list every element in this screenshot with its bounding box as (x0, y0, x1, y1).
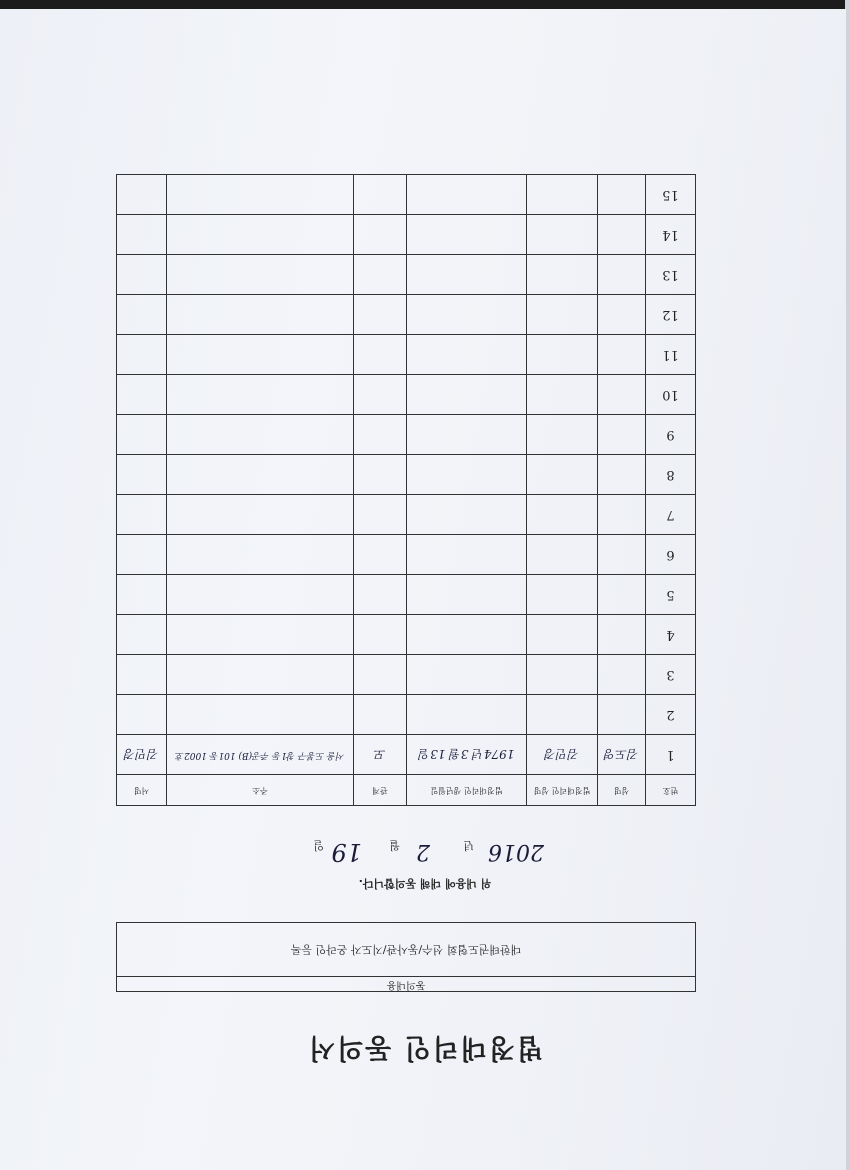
address (167, 175, 354, 215)
row-number: 4 (646, 615, 696, 655)
address (167, 415, 354, 455)
address (167, 335, 354, 375)
signature (117, 335, 167, 375)
row-number: 5 (646, 575, 696, 615)
guardian-birth (407, 415, 527, 455)
consent-header: 동의내용 (117, 976, 695, 991)
student-name (598, 415, 646, 455)
student-name (598, 535, 646, 575)
signature: 김민경 (117, 735, 167, 775)
student-name (598, 375, 646, 415)
guardian-name (527, 295, 598, 335)
date-day: 19 (331, 838, 362, 866)
guardian-name (527, 175, 598, 215)
signature (117, 415, 167, 455)
student-name (598, 495, 646, 535)
student-name (598, 575, 646, 615)
relation (354, 295, 407, 335)
date-day-unit: 일 (313, 839, 324, 852)
row-number: 12 (646, 295, 696, 335)
guardian-birth (407, 535, 527, 575)
table-row (117, 695, 696, 735)
table-row (117, 455, 696, 495)
address (167, 575, 354, 615)
address (167, 215, 354, 255)
guardian-name (527, 375, 598, 415)
guardian-name (527, 615, 598, 655)
table-row (117, 575, 696, 615)
signature (117, 255, 167, 295)
header-guardian-birth: 법정대리인 생년월일 (407, 775, 527, 806)
signature (117, 215, 167, 255)
row-number: 6 (646, 535, 696, 575)
signature (117, 655, 167, 695)
address (167, 535, 354, 575)
consent-content-box (116, 922, 696, 992)
signature (117, 575, 167, 615)
student-name (598, 455, 646, 495)
relation (354, 455, 407, 495)
table-row (117, 615, 696, 655)
guardian-birth (407, 695, 527, 735)
guardian-name (527, 415, 598, 455)
signing-date (250, 830, 550, 870)
student-name (598, 655, 646, 695)
relation: 모 (354, 735, 407, 775)
date-month-unit: 월 (389, 839, 400, 852)
guardian-name (527, 215, 598, 255)
row-number: 7 (646, 495, 696, 535)
agreement-statement: 위 내용에 대해 동의합니다. (358, 877, 492, 890)
address (167, 655, 354, 695)
student-name (598, 215, 646, 255)
date-month: 2 (416, 839, 430, 864)
signature (117, 175, 167, 215)
guardian-name (527, 255, 598, 295)
student-name (598, 295, 646, 335)
address (167, 615, 354, 655)
guardian-name (527, 335, 598, 375)
signature (117, 375, 167, 415)
table-row (117, 655, 696, 695)
table-header-row (117, 775, 696, 806)
guardian-birth (407, 175, 527, 215)
relation (354, 695, 407, 735)
table-row (117, 735, 696, 775)
relation (354, 255, 407, 295)
header-number: 번호 (646, 775, 696, 806)
student-name (598, 335, 646, 375)
relation (354, 335, 407, 375)
student-name (598, 175, 646, 215)
signature (117, 695, 167, 735)
address (167, 495, 354, 535)
address: 서울 도봉구 창1동 주공(B) 101동 1002호 (167, 735, 354, 775)
row-number: 3 (646, 655, 696, 695)
table-row (117, 215, 696, 255)
header-address: 주소 (167, 775, 354, 806)
table-row (117, 335, 696, 375)
signature (117, 455, 167, 495)
table-row (117, 495, 696, 535)
guardian-name (527, 695, 598, 735)
guardian-birth (407, 455, 527, 495)
relation (354, 655, 407, 695)
row-number: 8 (646, 455, 696, 495)
table-row (117, 375, 696, 415)
row-number: 13 (646, 255, 696, 295)
table-row (117, 415, 696, 455)
guardian-name (527, 455, 598, 495)
relation (354, 175, 407, 215)
row-number: 10 (646, 375, 696, 415)
guardian-name (527, 655, 598, 695)
row-number: 11 (646, 335, 696, 375)
table-row (117, 255, 696, 295)
table-row (117, 535, 696, 575)
header-guardian-name: 법정대리인 성명 (527, 775, 598, 806)
address (167, 695, 354, 735)
row-number: 14 (646, 215, 696, 255)
guardian-name (527, 535, 598, 575)
guardian-birth (407, 255, 527, 295)
guardian-table (116, 174, 696, 806)
student-name: 김도영 (598, 735, 646, 775)
guardian-birth: 1974년 3월 13일 (407, 735, 527, 775)
guardian-name: 김민경 (527, 735, 598, 775)
table-row (117, 295, 696, 335)
address (167, 295, 354, 335)
row-number: 1 (646, 735, 696, 775)
guardian-birth (407, 295, 527, 335)
guardian-birth (407, 495, 527, 535)
relation (354, 495, 407, 535)
guardian-birth (407, 335, 527, 375)
signature (117, 535, 167, 575)
header-name: 성명 (598, 775, 646, 806)
relation (354, 375, 407, 415)
document-title: 법정대리인 동의서 (306, 1032, 544, 1063)
signature (117, 295, 167, 335)
header-relation: 관계 (354, 775, 407, 806)
date-year-unit: 년 (463, 839, 474, 852)
guardian-name (527, 575, 598, 615)
relation (354, 215, 407, 255)
date-year: 2016 (488, 839, 544, 864)
row-number: 9 (646, 415, 696, 455)
signature (117, 615, 167, 655)
address (167, 455, 354, 495)
row-number: 15 (646, 175, 696, 215)
student-name (598, 695, 646, 735)
student-name (598, 615, 646, 655)
consent-text: 대한태권도협회 선수/동사관/지도자 온라인 등록 (290, 943, 522, 956)
signature (117, 495, 167, 535)
relation (354, 535, 407, 575)
relation (354, 415, 407, 455)
address (167, 255, 354, 295)
guardian-birth (407, 375, 527, 415)
relation (354, 575, 407, 615)
guardian-birth (407, 615, 527, 655)
header-signature: 서명 (117, 775, 167, 806)
address (167, 375, 354, 415)
guardian-birth (407, 655, 527, 695)
table-row (117, 175, 696, 215)
relation (354, 615, 407, 655)
guardian-birth (407, 215, 527, 255)
row-number: 2 (646, 695, 696, 735)
guardian-name (527, 495, 598, 535)
student-name (598, 255, 646, 295)
guardian-birth (407, 575, 527, 615)
